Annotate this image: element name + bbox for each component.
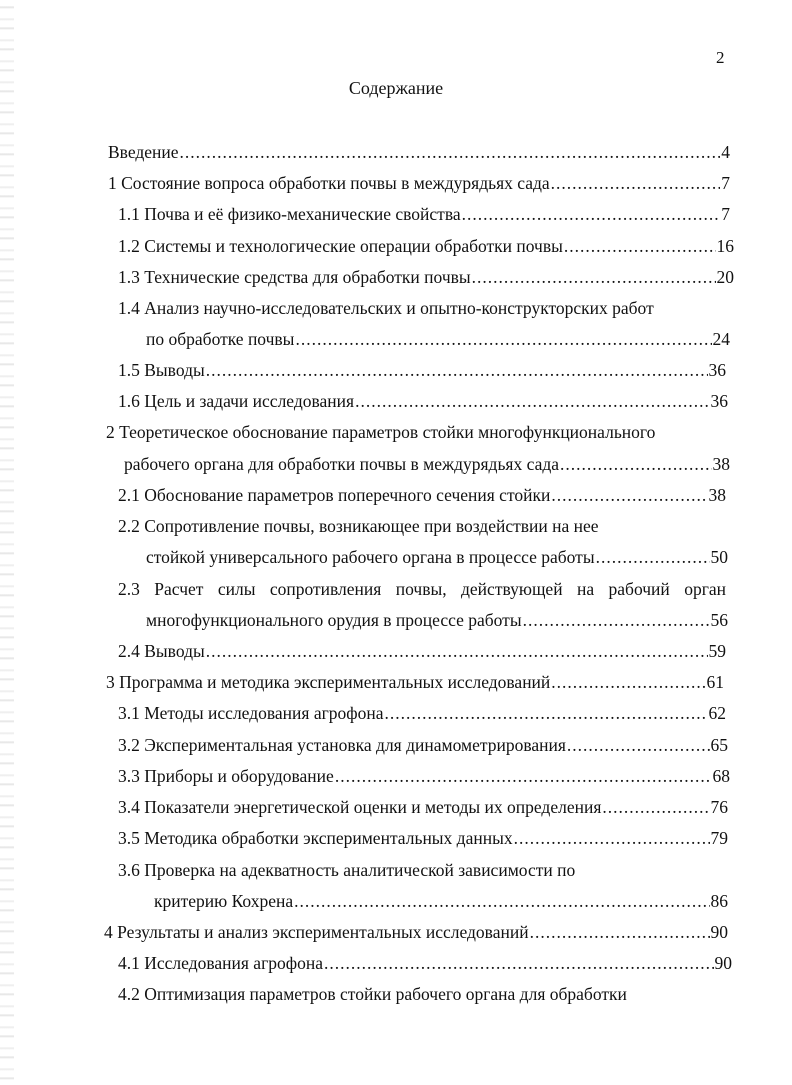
toc-leader-dots — [294, 888, 709, 914]
toc-leader-dots — [335, 763, 712, 789]
toc-entry-chapter-4 — [104, 919, 728, 945]
toc-entry-section-1-4: 1.4 Анализ научно-исследовательских и опытно-конструкторских работ — [118, 298, 654, 318]
toc-entry-text: 3 Программа и методика экспериментальных исследований — [106, 672, 551, 692]
toc-leader-dots — [602, 794, 709, 820]
toc-entry-text: 4.1 Исследования агрофона — [118, 953, 323, 973]
toc-leader-dots — [567, 732, 710, 758]
toc-leader-dots — [295, 326, 711, 352]
toc-leader-dots — [596, 544, 710, 570]
toc-entry-introduction — [108, 139, 730, 165]
toc-entry-page: 61 — [706, 672, 724, 692]
toc-leader-dots — [551, 669, 705, 695]
toc-entry-text: 1.5 Выводы — [118, 360, 205, 380]
toc-leader-dots — [551, 482, 707, 508]
toc-entry-section-3-1 — [118, 700, 726, 726]
toc-entry-page: 4 — [721, 142, 730, 162]
toc-entry-section-1-1 — [118, 201, 730, 227]
toc-entry-section-3-5 — [118, 825, 728, 851]
toc-entry-page: 16 — [716, 236, 734, 256]
toc-entry-page: 24 — [712, 329, 730, 349]
toc-entry-text: 2.1 Обоснование параметров поперечного сечения стойки — [118, 485, 551, 505]
toc-entry-page: 79 — [710, 828, 728, 848]
toc-entry-chapter-3 — [106, 669, 724, 695]
toc-entry-text: Введение — [108, 142, 179, 162]
toc-entry-section-3-2 — [118, 732, 728, 758]
toc-entry-text: по обработке почвы — [146, 329, 295, 349]
toc-entry-page: 38 — [708, 485, 726, 505]
toc-entry-page: 86 — [710, 891, 728, 911]
toc-leader-dots — [530, 919, 710, 945]
toc-leader-dots — [180, 139, 721, 165]
toc-leader-dots — [514, 825, 710, 851]
toc-entry-text: 3.3 Приборы и оборудование — [118, 766, 334, 786]
toc-entry-section-2-1 — [118, 482, 726, 508]
toc-leader-dots — [551, 170, 721, 196]
toc-leader-dots — [462, 201, 721, 227]
toc-entry-page: 36 — [710, 391, 728, 411]
toc-entry-page: 65 — [710, 735, 728, 755]
toc-entry-page: 36 — [708, 360, 726, 380]
toc-entry-page: 59 — [708, 641, 726, 661]
toc-entry-section-3-6: 3.6 Проверка на адекватность аналитической зависимости по — [118, 860, 576, 880]
toc-leader-dots — [324, 950, 714, 976]
toc-leader-dots — [560, 451, 711, 477]
toc-entry-section-3-6-cont — [154, 888, 728, 914]
toc-leader-dots — [355, 388, 709, 414]
toc-entry-text: 3.5 Методика обработки экспериментальных данных — [118, 828, 513, 848]
toc-entry-text: 4 Результаты и анализ экспериментальных исследований — [104, 922, 529, 942]
toc-entry-text: критерию Кохрена — [154, 891, 294, 911]
toc-entry-page: 76 — [710, 797, 728, 817]
toc-entry-chapter-2-cont — [124, 451, 730, 477]
page-title: Содержание — [348, 78, 444, 98]
toc-entry-section-2-2-cont — [146, 544, 728, 570]
toc-leader-dots — [523, 607, 710, 633]
toc-entry-page: 38 — [712, 454, 730, 474]
toc-entry-section-1-6 — [118, 388, 728, 414]
toc-entry-text: 3.2 Экспериментальная установка для динамометрирования — [118, 735, 566, 755]
toc-entry-page: 7 — [721, 173, 730, 193]
toc-leader-dots — [564, 233, 716, 259]
toc-entry-section-2-4 — [118, 638, 726, 664]
toc-entry-page: 7 — [721, 204, 730, 224]
toc-entry-page: 68 — [712, 766, 730, 786]
toc-entry-text: 2.4 Выводы — [118, 641, 205, 661]
toc-entry-text: стойкой универсального рабочего органа в процессе работы — [146, 547, 595, 567]
toc-entry-section-2-2: 2.2 Сопротивление почвы, возникающее при воздействии на нее — [118, 516, 599, 536]
toc-entry-chapter-2: 2 Теоретическое обоснование параметров стойки многофункционального — [106, 422, 656, 442]
toc-entry-section-4-1 — [118, 950, 732, 976]
toc-entry-section-1-2 — [118, 233, 734, 259]
toc-entry-page: 20 — [716, 267, 734, 287]
toc-entry-text: 1.2 Системы и технологические операции обработки почвы — [118, 236, 563, 256]
toc-entry-section-2-3-cont — [146, 607, 728, 633]
toc-entry-section-3-3 — [118, 763, 730, 789]
toc-entry-section-2-3: 2.3 Расчет силы сопротивления почвы, действующей на рабочий орган — [118, 579, 726, 599]
toc-entry-page: 56 — [710, 610, 728, 630]
toc-entry-section-3-4 — [118, 794, 728, 820]
toc-entry-text: 1.6 Цель и задачи исследования — [118, 391, 355, 411]
toc-entry-text: 3.1 Методы исследования агрофона — [118, 703, 384, 723]
toc-entry-text: 1 Состояние вопроса обработки почвы в междурядьях сада — [108, 173, 550, 193]
page-number: 2 — [716, 48, 725, 67]
toc-entry-text: рабочего органа для обработки почвы в междурядьях сада — [124, 454, 560, 474]
toc-entry-page: 50 — [710, 547, 728, 567]
toc-leader-dots — [206, 638, 708, 664]
toc-entry-page: 90 — [714, 953, 732, 973]
toc-entry-text: 1.1 Почва и её физико-механические свойства — [118, 204, 461, 224]
toc-entry-section-1-5 — [118, 357, 726, 383]
toc-entry-text: многофункционального орудия в процессе работы — [146, 610, 522, 630]
toc-leader-dots — [206, 357, 708, 383]
toc-leader-dots — [385, 700, 708, 726]
toc-leader-dots — [472, 264, 716, 290]
toc-entry-text: 3.4 Показатели энергетической оценки и методы их определения — [118, 797, 602, 817]
toc-entry-chapter-1 — [108, 170, 730, 196]
toc-entry-section-4-2: 4.2 Оптимизация параметров стойки рабочего органа для обработки — [118, 984, 627, 1004]
toc-entry-page: 62 — [708, 703, 726, 723]
toc-entry-section-1-4-cont — [146, 326, 730, 352]
toc-entry-text: 1.3 Технические средства для обработки почвы — [118, 267, 471, 287]
toc-entry-page: 90 — [710, 922, 728, 942]
toc-entry-section-1-3 — [118, 264, 734, 290]
